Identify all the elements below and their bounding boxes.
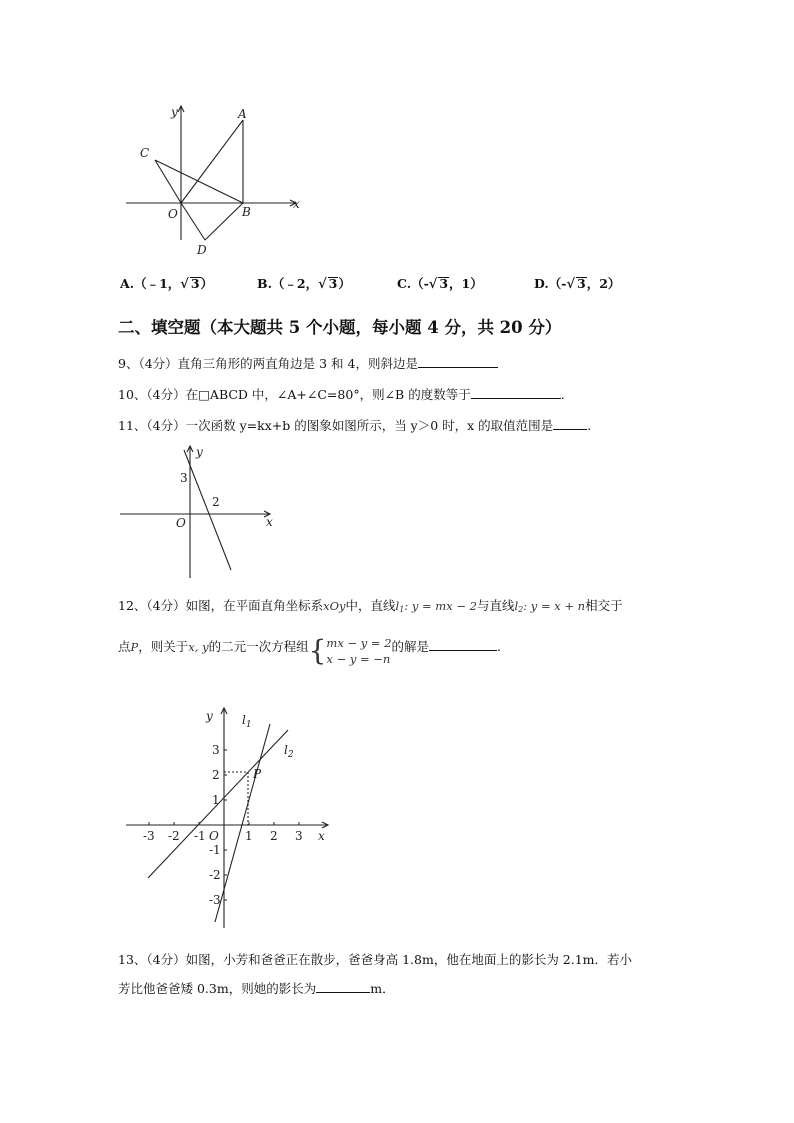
fig2-label-y: y xyxy=(196,445,203,459)
q12-equation-system: mx − y = 2 x − y = −n xyxy=(326,636,392,666)
fig3-label-y: y xyxy=(206,709,213,723)
fig1-segment-OA xyxy=(181,120,243,203)
fig3-label-x: x xyxy=(318,829,325,843)
fig3-y-tick-neg3: -3 xyxy=(209,893,221,907)
fig3-label-l1: $l_1$ xyxy=(242,713,252,730)
question-9: 9、（4分）直角三角形的两直角边是 3 和 4，则斜边是 xyxy=(118,354,498,372)
fig1-label-O: O xyxy=(168,207,178,221)
question-12-line-1: 12、（4分）如图，在平面直角坐标系xOy中，直线$l_1$: y = mx − 2与直线$l_2$: y = x + n相交于 xyxy=(118,598,623,614)
q8-option-a[interactable]: A.（﹣1，√ 3） xyxy=(120,276,214,292)
figure-3 xyxy=(118,700,338,932)
fig1-label-D: D xyxy=(197,243,207,257)
fig3-y-tick-neg2: -2 xyxy=(209,868,221,882)
fig3-x-tick-neg2: -2 xyxy=(168,829,180,843)
fig3-x-tick-neg3: -3 xyxy=(143,829,155,843)
fig3-x-tick-2: 2 xyxy=(270,829,278,843)
fig3-x-tick-neg1: -1 xyxy=(194,829,206,843)
question-13-line-2: 芳比他爸爸矮 0.3m，则她的影长为 m． xyxy=(118,981,395,996)
fig3-y-tick-neg1: -1 xyxy=(209,843,221,857)
q11-answer-blank[interactable] xyxy=(553,417,587,430)
fig2-label-O: O xyxy=(176,516,186,530)
fig3-x-tick-3: 3 xyxy=(295,829,303,843)
fig2-label-3: 3 xyxy=(180,471,188,485)
figure-2 xyxy=(118,440,280,580)
section-title: 二、填空题（本大题共 5 个小题，每小题 4 分，共 20 分） xyxy=(118,318,562,337)
question-11: 11、（4分）一次函数 y=kx+b 的图象如图所示，当 y＞0 时，x 的取值范围是 . xyxy=(118,418,592,433)
fig3-y-tick-2: 2 xyxy=(212,768,220,782)
fig2-label-2: 2 xyxy=(212,495,220,509)
fig3-line-l1 xyxy=(215,724,270,922)
fig1-label-y: y xyxy=(171,105,178,119)
question-13-line-1: 13、（4分）如图，小芳和爸爸正在散步，爸爸身高 1.8m，他在地面上的影长为 2.1m．若小 xyxy=(118,952,633,967)
q12-answer-blank[interactable] xyxy=(429,638,497,651)
fig1-label-B: B xyxy=(242,205,251,219)
q9-answer-blank[interactable] xyxy=(418,355,498,368)
q8-option-d[interactable]: D.（-√ 3，2） xyxy=(534,276,621,292)
q8-option-b[interactable]: B.（﹣2，√ 3） xyxy=(257,276,351,292)
fig1-label-x: x xyxy=(293,197,300,211)
fig2-label-x: x xyxy=(266,515,273,529)
question-10: 10、（4分）在□ABCD 中，∠A+∠C=80°，则∠B 的度数等于 . xyxy=(118,387,565,402)
q13-answer-blank[interactable] xyxy=(316,980,370,993)
fig2-line xyxy=(184,450,231,570)
fig1-label-C: C xyxy=(140,146,150,160)
fig3-x-tick-1: 1 xyxy=(245,829,253,843)
fig3-y-tick-3: 3 xyxy=(212,743,220,757)
fig3-label-O: O xyxy=(209,829,219,843)
fig1-segment-OD xyxy=(181,203,205,240)
q10-answer-blank[interactable] xyxy=(471,386,561,399)
question-12-line-2: 点P，则关于x, y的二元一次方程组{ mx − y = 2 x − y = −n 的解是 . xyxy=(118,634,502,667)
q12-brace: { xyxy=(308,634,327,667)
fig3-y-tick-1: 1 xyxy=(212,793,220,807)
figure-1 xyxy=(118,100,308,260)
fig1-label-A: A xyxy=(238,107,247,121)
fig3-label-l2: $l_2$ xyxy=(284,743,294,760)
fig1-segment-DB xyxy=(205,203,243,240)
fig3-label-P: P xyxy=(253,767,262,781)
q8-option-c[interactable]: C.（-√ 3，1） xyxy=(397,276,483,292)
